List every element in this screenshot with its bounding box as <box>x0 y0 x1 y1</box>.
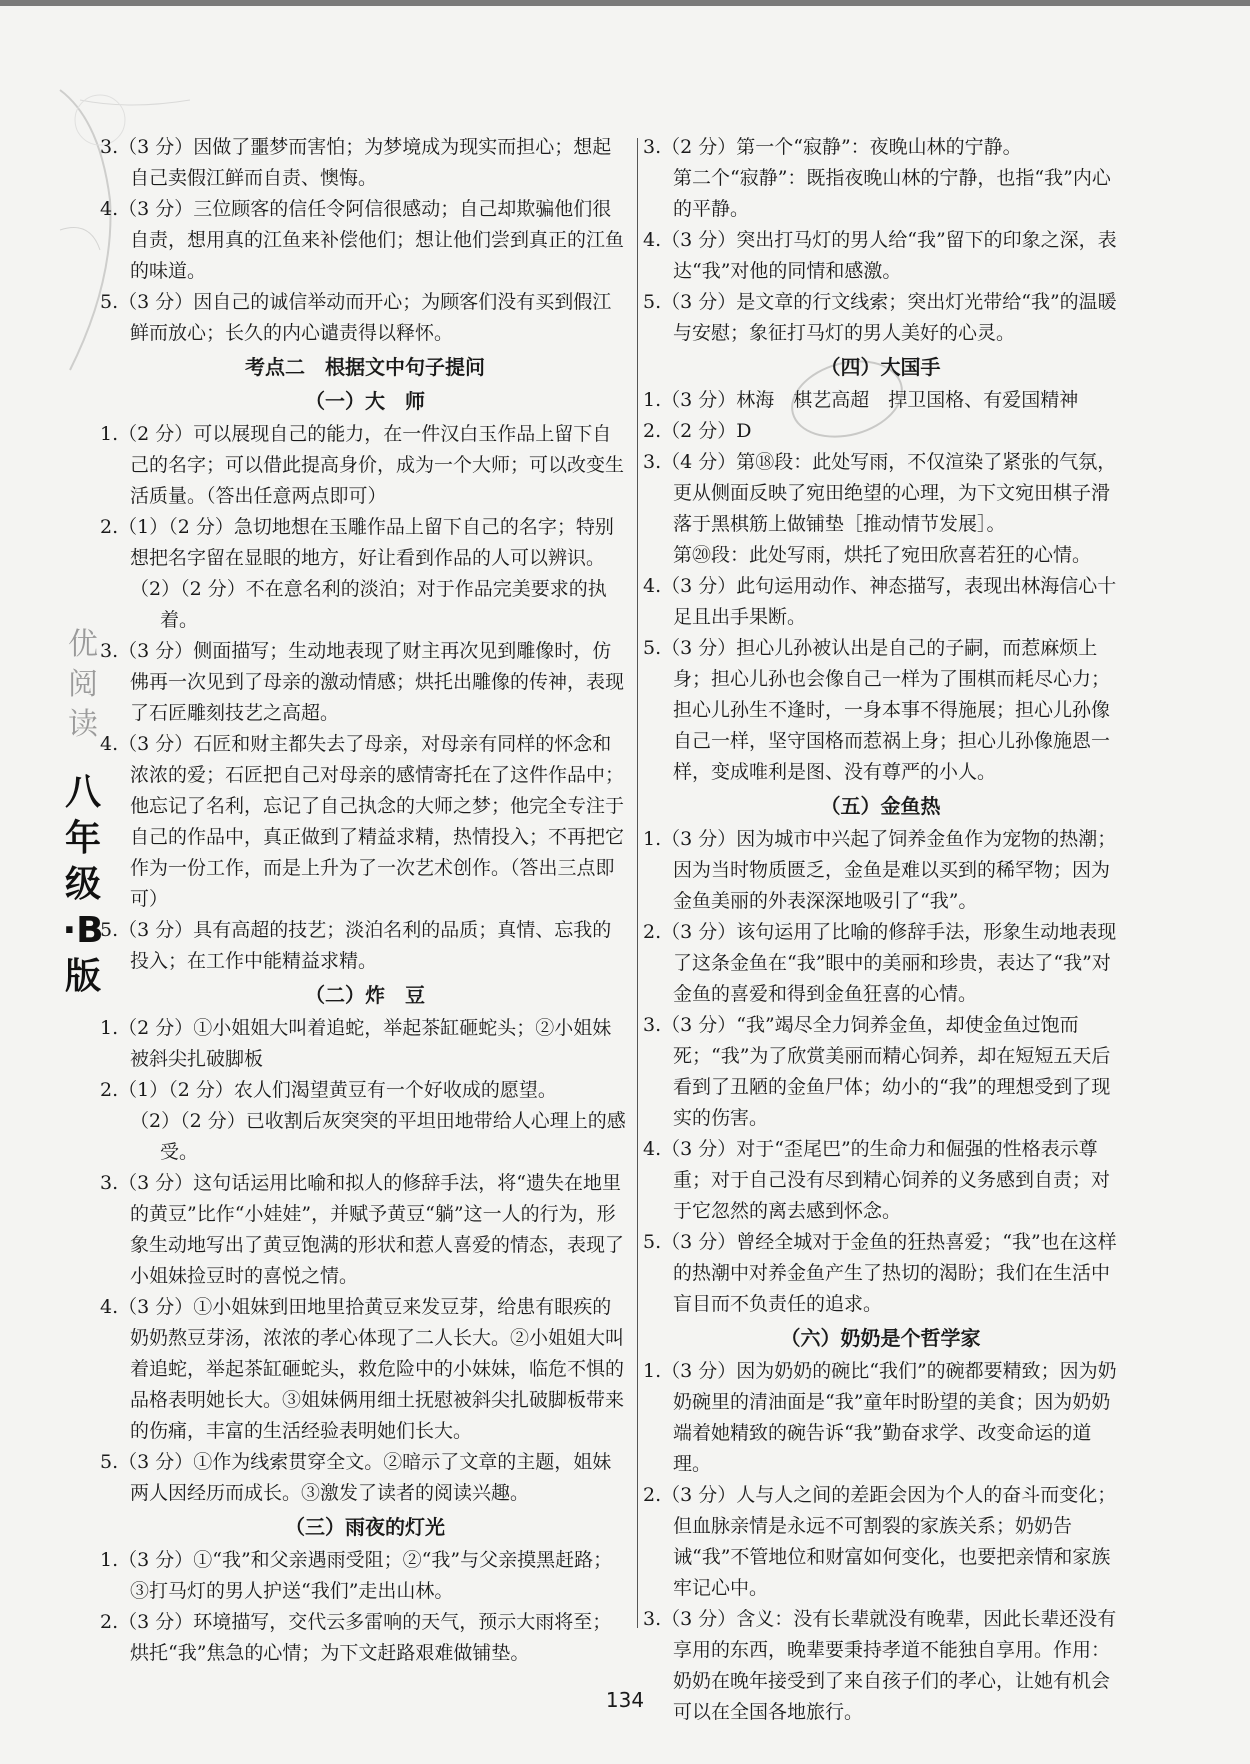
right-column <box>643 132 1118 1728</box>
answer-item: 4.（3 分）①小姐妹到田地里拾黄豆来发豆芽，给患有眼疾的奶奶熬豆芽汤，浓浓的孝心体现了二人长大。②小姐姐大叫着追蛇，举起茶缸砸蛇头，救危险中的小妹妹，临危不惧的品格表明她长大。③姐妹俩用细土抚慰被斜尖扎破脚板带来的伤痛，丰富的生活经验表明她们长大。 <box>100 1296 625 1442</box>
answer-continuation: 第二个“寂静”：既指夜晚山林的宁静，也指“我”内心的平静。 <box>673 167 1111 220</box>
answer-item: 1.（3 分）因为城市中兴起了饲养金鱼作为宠物的热潮；因为当时物质匮乏，金鱼是难以买到的稀罕物；因为金鱼美丽的外表深深地吸引了“我”。 <box>643 828 1117 912</box>
answer-item: 3.（3 分）侧面描写；生动地表现了财主再次见到雕像时，仿佛再一次见到了母亲的激动情感；烘托出雕像的传神，表现了石匠雕刻技艺之高超。 <box>100 640 625 724</box>
section-heading: （六）奶奶是个哲学家 <box>780 1326 981 1350</box>
answer-item: 3.（3 分）因做了噩梦而害怕；为梦境成为现实而担心；想起自己卖假江鲜而自责、懊悔。 <box>100 136 612 189</box>
answer-subitem: （2）（2 分）已收割后灰突突的平坦田地带给人心理上的感受。 <box>130 1110 626 1163</box>
answer-item: 3.（3 分）这句话运用比喻和拟人的修辞手法，将“遗失在地里的黄豆”比作“小娃娃”，并赋予黄豆“躺”这一人的行为，形象生动地写出了黄豆饱满的形状和惹人喜爱的情态，表现了小姐妹捡豆时的喜悦之情。 <box>100 1172 625 1287</box>
section-heading: （五）金鱼热 <box>820 794 941 818</box>
answer-item: 5.（3 分）①作为线索贯穿全文。②暗示了文章的主题，姐妹两人因经历而成长。③激发了读者的阅读兴趣。 <box>100 1451 612 1504</box>
answer-item: 1.（3 分）林海 棋艺高超 捍卫国格、有爱国精神 <box>643 389 1079 411</box>
answer-item: 2.（2 分）D <box>643 420 752 442</box>
answer-item: 4.（3 分）突出打马灯的男人给“我”留下的印象之深，表达“我”对他的同情和感激。 <box>643 229 1117 282</box>
answer-item: 5.（3 分）因自己的诚信举动而开心；为顾客们没有买到假江鲜而放心；长久的内心谴责得以释怀。 <box>100 291 612 344</box>
answer-item: 3.（4 分）第⑱段：此处写雨，不仅渲染了紧张的气氛，更从侧面反映了宛田绝望的心理，为下文宛田棋子滑落于黑棋筋上做铺垫［推动情节发展］。 <box>643 451 1117 535</box>
answer-item: 4.（3 分）对于“歪尾巴”的生命力和倔强的性格表示尊重；对于自己没有尽到精心饲养的义务感到自责；对于它忽然的离去感到怀念。 <box>643 1138 1111 1222</box>
answer-item: 4.（3 分）石匠和财主都失去了母亲，对母亲有同样的怀念和浓浓的爱；石匠把自己对母亲的感情寄托在了这件作品中；他忘记了名利，忘记了自己执念的大师之梦；他完全专注于自己的作品中，真正做到了精益求精，热情投入；不再把它作为一份工作，而是上升为了一次艺术创作。（答出三点即可） <box>100 733 625 910</box>
answer-item: 4.（3 分）三位顾客的信任令阿信很感动；自己却欺骗他们很自责，想用真的江鱼来补偿他们；想让他们尝到真正的江鱼的味道。 <box>100 198 625 282</box>
answer-item: 1.（3 分）因为奶奶的碗比“我们”的碗都要精致；因为奶奶碗里的清油面是“我”童年时盼望的美食；因为奶奶端着她精致的碗告诉“我”勤奋求学、改变命运的道理。 <box>643 1360 1117 1475</box>
answer-item: 2.（1）（2 分）农人们渴望黄豆有一个好收成的愿望。 <box>100 1079 557 1101</box>
side-brand-text: 优阅读 <box>68 627 98 742</box>
section-heading: （三）雨夜的灯光 <box>285 1515 445 1539</box>
section-heading: （一）大 师 <box>305 389 425 413</box>
section-heading: （二）炸 豆 <box>305 983 425 1007</box>
page-number: 134 <box>605 1688 645 1712</box>
answer-item: 5.（3 分）担心儿孙被认出是自己的子嗣，而惹麻烦上身；担心儿孙也会像自己一样为了围棋而耗尽心力；担心儿孙生不逢时，一身本事不得施展；担心儿孙像自己一样，坚守国格而惹祸上身；担心儿孙像施恩一样，变成唯利是图、没有尊严的小人。 <box>643 637 1111 783</box>
answer-item: 1.（2 分）可以展现自己的能力，在一件汉白玉作品上留下自己的名字；可以借此提高身价，成为一个大师；可以改变生活质量。（答出任意两点即可） <box>100 423 625 507</box>
answer-item: 2.（3 分）该句运用了比喻的修辞手法，形象生动地表现了这条金鱼在“我”眼中的美丽和珍贵，表达了“我”对金鱼的喜爱和得到金鱼狂喜的心情。 <box>643 921 1117 1005</box>
answer-item: 5.（3 分）曾经全城对于金鱼的狂热喜爱；“我”也在这样的热潮中对养金鱼产生了热切的渴盼；我们在生活中盲目而不负责任的追求。 <box>643 1231 1117 1315</box>
answer-item: 3.（3 分）“我”竭尽全力饲养金鱼，却使金鱼过饱而死；“我”为了欣赏美丽而精心饲养，却在短短五天后看到了丑陋的金鱼尸体；幼小的“我”的理想受到了现实的伤害。 <box>643 1014 1111 1129</box>
answer-continuation: 第⑳段：此处写雨，烘托了宛田欣喜若狂的心情。 <box>673 544 1092 566</box>
left-column <box>100 132 630 1669</box>
side-grade-text: 八年级·B版 <box>62 772 104 997</box>
answer-item: 3.（2 分）第一个“寂静”：夜晚山林的宁静。 <box>643 136 1022 158</box>
answer-item: 5.（3 分）是文章的行文线索；突出灯光带给“我”的温暖与安慰；象征打马灯的男人美好的心灵。 <box>643 291 1117 344</box>
answer-item: 1.（2 分）①小姐姐大叫着追蛇，举起茶缸砸蛇头；②小姐妹被斜尖扎破脚板 <box>100 1017 612 1070</box>
column-divider <box>637 138 638 1628</box>
answer-item: 2.（1）（2 分）急切地想在玉雕作品上留下自己的名字；特别想把名字留在显眼的地方，好让看到作品的人可以辨识。 <box>100 516 614 569</box>
answer-item: 2.（3 分）人与人之间的差距会因为个人的奋斗而变化；但血脉亲情是永远不可割裂的家族关系；奶奶告诫“我”不管地位和财富如何变化，也要把亲情和家族牢记心中。 <box>643 1484 1117 1599</box>
top-border <box>0 0 1250 6</box>
section-heading: （四）大国手 <box>820 355 941 379</box>
kaodian-heading: 考点二 根据文中句子提问 <box>245 355 485 379</box>
answer-item: 2.（3 分）环境描写，交代云多雷响的天气，预示大雨将至；烘托“我”焦急的心情；为下文赶路艰难做铺垫。 <box>100 1611 612 1664</box>
answer-subitem: （2）（2 分）不在意名利的淡泊；对于作品完美要求的执着。 <box>130 578 607 631</box>
answer-item: 1.（3 分）①“我”和父亲遇雨受阻；②“我”与父亲摸黑赶路；③打马灯的男人护送“我们”走出山林。 <box>100 1549 613 1602</box>
answer-item: 3.（3 分）含义：没有长辈就没有晚辈，因此长辈还没有享用的东西，晚辈要秉持孝道不能独自享用。作用：奶奶在晚年接受到了来自孩子们的孝心，让她有机会可以在全国各地旅行。 <box>643 1608 1117 1723</box>
answer-item: 5.（3 分）具有高超的技艺；淡泊名利的品质；真情、忘我的投入；在工作中能精益求精。 <box>100 919 612 972</box>
answer-item: 4.（3 分）此句运用动作、神态描写，表现出林海信心十足且出手果断。 <box>643 575 1117 628</box>
